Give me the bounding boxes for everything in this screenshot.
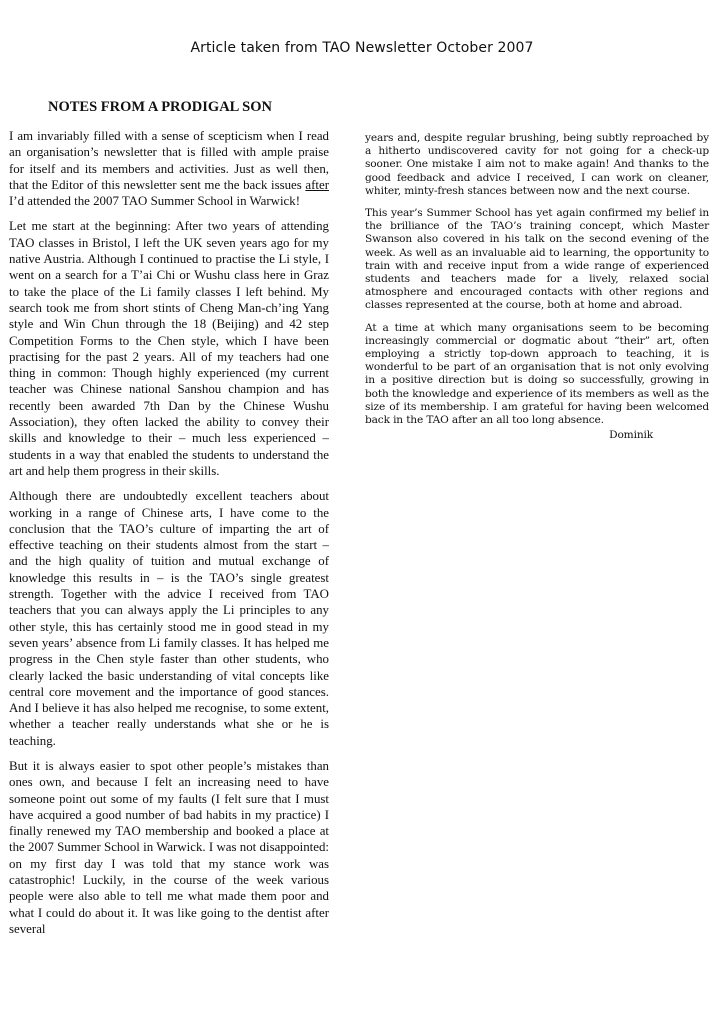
- author-signature: Dominik: [609, 429, 653, 442]
- article-paragraph-6: This year’s Summer School has yet again confirmed my belief in the brilliance of the TAO’s training concept, which Master Swanson also covered in his talk on the second evening of the week. As well as an invaluable aid to learning, the opportunity to train with and receive input from a wide range of experienced students and teachers made for a lively, relaxed social atmosphere and encouraged contacts with other regions and classes represented at the course, both at home and abroad.: [365, 207, 709, 312]
- article-paragraph-3: Although there are undoubtedly excellent teachers about working in a range of Chinese arts, I have come to the conclusion that the TAO’s culture of imparting the art of effective teaching on their students almost from the start – and the high quality of tuition and mutual exchange of knowledge this results in – is the TAO’s single greatest strength. Together with the advice I received from TAO teachers that you can always apply the Li principles to any other style, this has certainly stood me in good stead in my seven years’ absence from Li family classes. It has helped me progress in the Chen style faster than other students, who clearly lacked the basic understanding of vital concepts like central core movement and the importance of good stances. And I believe it has also helped me recognise, to some extent, whether a teacher really understands what she or he is teaching.: [9, 489, 329, 748]
- underlined-word-after: after: [305, 177, 329, 192]
- article-right-column: [365, 132, 709, 442]
- article-paragraph-7: At a time at which many organisations seem to be becoming increasingly commercial or dogmatic about “their” art, often employing a strictly top-down approach to teaching, it is wonderful to be part of an organisation that is not only evolving in a positive direction but is doing so successfully, growing in both the knowledge and experience of its members as well as the size of its membership. I am grateful for having been welcomed back in the TAO after an all too long absence.: [365, 321, 709, 427]
- article-paragraph-5: years and, despite regular brushing, being subtly reproached by a hitherto undiscovered cavity for not going for a check-up sooner. One mistake I aim not to make again! And thanks to the good feedback and advice I received, I can work on cleaner, whiter, minty-fresh stances between now and the next course.: [365, 132, 709, 197]
- paragraph-1-text-start: I am invariably filled with a sense of scepticism when I read an organisation’s newsletter that is filled with ample praise for itself and its members and activities. Just as well then, that the Editor of this newsletter sent me the back issues: [9, 129, 329, 192]
- article-paragraph-1: [9, 128, 329, 209]
- paragraph-1-text-end: I’d attended the 2007 TAO Summer School in Warwick!: [9, 194, 301, 209]
- article-left-column: [9, 128, 329, 946]
- newsletter-source-header: Article taken from TAO Newsletter October 2007: [190, 40, 534, 56]
- article-paragraph-2: Let me start at the beginning: After two years of attending TAO classes in Bristol, I left the UK seven years ago for my native Austria. Although I continued to practise the Li style, I went on a search for a T’ai Chi or Wushu class here in Graz to take the place of the Li family classes I left behind. My search took me from short stints of Cheng Man-ch’ing Yang style and Win Chun through the 18 (Beijing) and 42 step Competition Forms to the Chen style, which I have been practising for the past 2 years. All of my teachers had one thing in common: Though highly experienced (my current teacher was Chinese national Sanshou champion and has recently been awarded 7th Dan by the Chinese Wushu Association), they often lacked the ability to convey their skills and knowledge to their – much less experienced – students in a way that enabled the students to understand the art and help them progress in their skills.: [9, 219, 329, 478]
- article-title: NOTES FROM A PRODIGAL SON: [48, 99, 272, 115]
- article-paragraph-4: But it is always easier to spot other people’s mistakes than ones own, and because I felt an increasing need to have someone point out some of my faults (I felt sure that I must have acquired a good number of bad habits in my practice) I finally renewed my TAO membership and booked a place at the 2007 Summer School in Warwick. I was not disappointed: on my first day I was told that my stance work was catastrophic! Luckily, in the course of the week various people were also able to tell me what made them poor and what I could do about it. It was like going to the dentist after several: [9, 758, 329, 936]
